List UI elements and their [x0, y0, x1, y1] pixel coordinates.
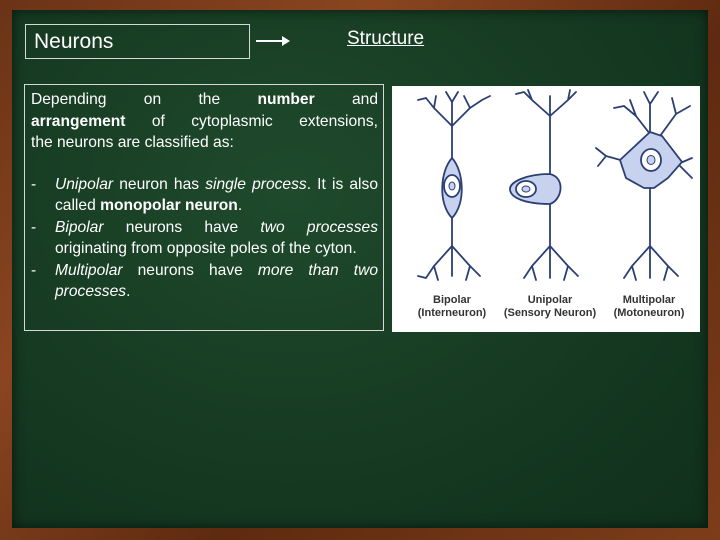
list-text: . It is also called [55, 175, 378, 214]
neuron-types-figure [392, 86, 700, 332]
caption-name: Multipolar [622, 294, 676, 306]
intro-line-3: the neurons are classified as: [31, 134, 234, 151]
caption-name: Unipolar [527, 294, 573, 306]
neuron-illustration [392, 86, 700, 291]
right-arrow-icon [256, 33, 290, 49]
unipolar-neuron [510, 90, 578, 280]
caption-unipolar [500, 294, 600, 320]
bipolar-neuron [418, 92, 490, 280]
intro-word: on [143, 91, 162, 108]
list-item-bipolar [31, 217, 378, 260]
description-box [24, 84, 384, 331]
list-text-italic: single process [205, 175, 307, 193]
list-text: neuron has [113, 175, 206, 193]
slide-subtitle: Structure [347, 28, 425, 49]
caption-bipolar [402, 294, 502, 320]
multipolar-neuron [596, 92, 692, 280]
term-bipolar: Bipolar [55, 218, 104, 236]
term-multipolar: Multipolar [55, 261, 123, 279]
term-monopolar: monopolar neuron [100, 197, 238, 214]
caption-sub: (Motoneuron) [613, 307, 685, 319]
term-unipolar: Unipolar [55, 175, 114, 193]
classification-list [31, 174, 378, 303]
intro-keyword-arrangement: arrangement [31, 112, 126, 130]
caption-multipolar [599, 294, 699, 320]
intro-word: and [351, 91, 379, 108]
list-item-multipolar [31, 260, 378, 303]
list-text: . [237, 197, 243, 214]
list-item-unipolar [31, 174, 378, 217]
intro-line-1 [31, 89, 378, 111]
bullet-dash: - [31, 261, 37, 279]
bullet-dash: - [31, 175, 37, 193]
intro-word: Depending [31, 91, 107, 108]
intro-word: of cytoplasmic extensions, [151, 112, 378, 130]
list-text-italic: two processes [260, 218, 378, 236]
caption-sub: (Sensory Neuron) [503, 307, 597, 319]
intro-paragraph [31, 89, 378, 154]
bullet-dash: - [31, 218, 37, 236]
intro-keyword-number: number [257, 91, 315, 108]
list-text-italic: more than two processes [55, 261, 378, 300]
list-text: neurons have [122, 261, 258, 279]
intro-word: the [198, 91, 221, 108]
caption-name: Bipolar [433, 294, 471, 306]
title-text: Neurons [34, 30, 114, 53]
caption-sub: (Interneuron) [417, 307, 487, 319]
slide-title [25, 24, 250, 59]
list-text: originating from opposite poles of the cyton. [55, 240, 357, 257]
list-text: neurons have [103, 218, 261, 236]
intro-line-2 [31, 111, 378, 133]
list-text: . [126, 283, 131, 300]
